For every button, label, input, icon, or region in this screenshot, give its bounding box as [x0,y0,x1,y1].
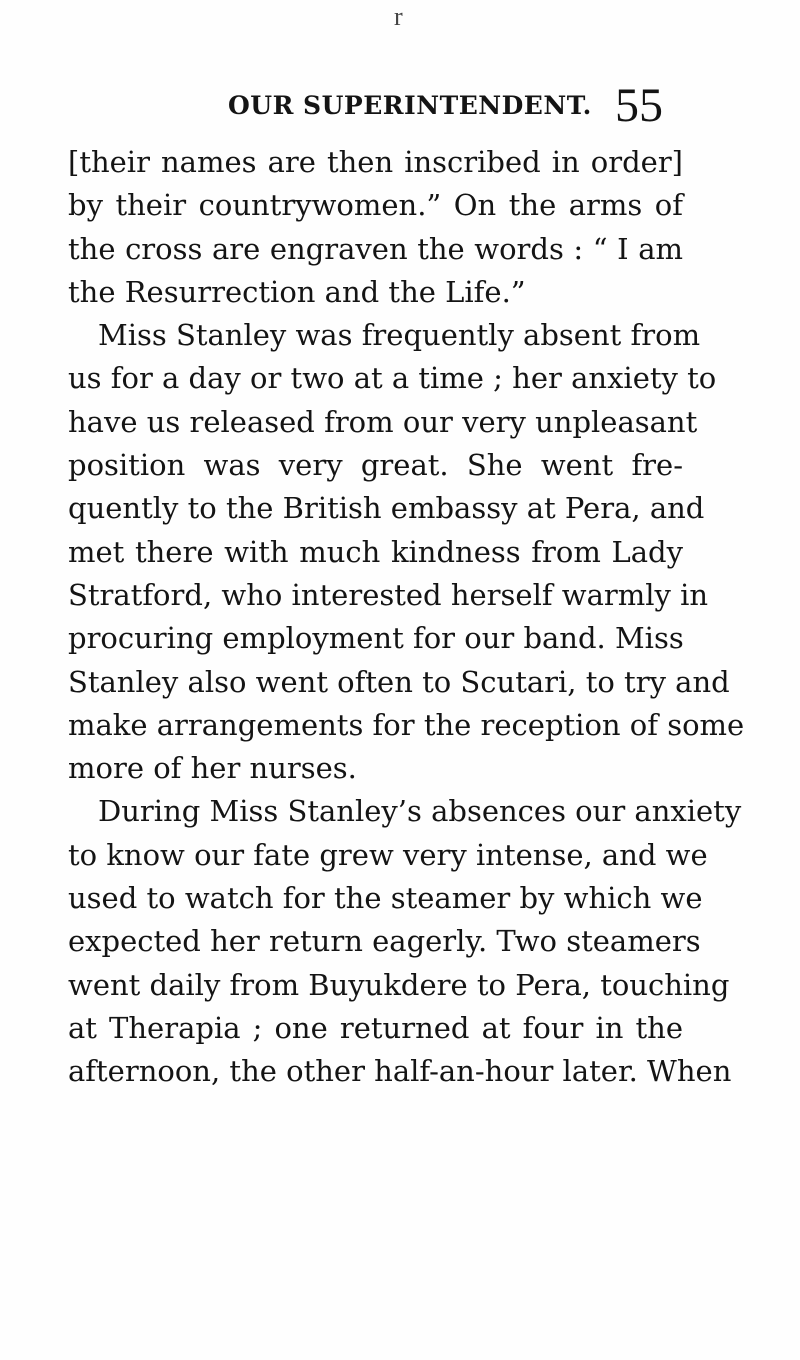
text-line: at Therapia ; one returned at four in the [68,1010,683,1045]
text-line: Stanley also went often to Scutari, to try and [68,664,730,699]
text-line: the Resurrection and the Life.” [68,274,526,309]
text-line: During Miss Stanley’s absences our anxiety [98,794,742,829]
header-title: OUR SUPERINTENDENT. [228,91,592,120]
text-line: position was very great. She went fre- [68,448,683,483]
text-line: quently to the British embassy at Pera, and [68,491,705,526]
text-line: the cross are engraven the words : “ I am [68,231,683,266]
corner-mark: r [394,2,403,31]
running-header [228,88,668,124]
text-line: have us released from our very unpleasant [68,404,698,439]
text-line: used to watch for the steamer by which we [68,881,703,916]
body-text [68,141,745,1094]
text-line: [their names are then inscribed in order] [68,145,683,179]
text-line: Stratford, who interested herself warmly in [68,577,709,612]
text-line: went daily from Buyukdere to Pera, touching [68,967,730,1002]
text-line: afternoon, the other half-an-hour later. When [68,1054,732,1089]
text-line: make arrangements for the reception of some [68,707,745,742]
text-line: to know our fate grew very intense, and we [68,837,708,872]
page-number: 55 [615,79,663,132]
text-line: more of her nurses. [68,751,357,786]
text-line: us for a day or two at a time ; her anxiety to [68,361,717,396]
text-line: procuring employment for our band. Miss [68,621,684,656]
text-line: met there with much kindness from Lady [68,534,683,569]
text-line: expected her return eagerly. Two steamers [68,924,701,959]
text-line: Miss Stanley was frequently absent from [98,318,701,353]
text-line: by their countrywomen.” On the arms of [68,188,683,223]
